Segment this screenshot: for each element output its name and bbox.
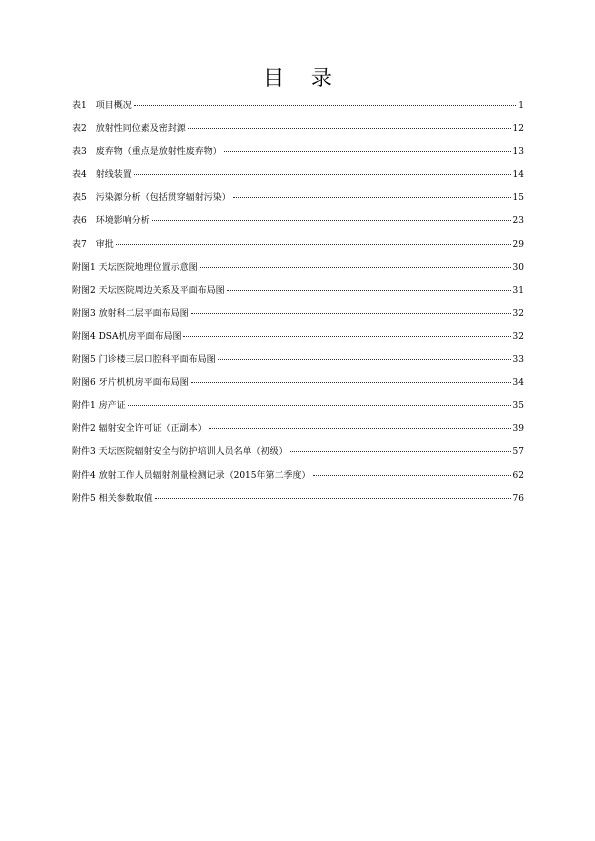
toc-entry-label: 附件4 放射工作人员辐射剂量检测记录（2015年第二季度） <box>72 470 311 481</box>
toc-entry[interactable] <box>72 146 524 169</box>
toc-entry[interactable] <box>72 192 524 215</box>
toc-entry[interactable] <box>72 354 524 377</box>
toc-entry-label: 附图4 DSA机房平面布局图 <box>72 331 182 342</box>
toc-entry-page: 39 <box>512 424 524 435</box>
toc-entry[interactable] <box>72 169 524 192</box>
dot-leader <box>290 451 511 452</box>
toc-entry[interactable] <box>72 331 524 354</box>
toc-entry-page: 12 <box>512 124 524 135</box>
toc-entry-label: 附图6 牙片机机房平面布局图 <box>72 378 189 389</box>
toc-entry[interactable] <box>72 285 524 308</box>
toc-entry-label: 表3 废弃物（重点是放射性废弃物） <box>72 147 222 158</box>
dot-leader <box>233 197 511 198</box>
toc-entry-label: 表4 射线装置 <box>72 170 132 181</box>
toc-entry-label: 表5 污染源分析（包括贯穿辐射污染） <box>72 193 231 204</box>
toc-entry-label: 表6 环境影响分析 <box>72 216 150 227</box>
toc-entry[interactable] <box>72 123 524 146</box>
toc-entry[interactable] <box>72 423 524 446</box>
toc-entry-page: 32 <box>512 308 524 319</box>
toc-entry-page: 33 <box>512 355 524 366</box>
toc-entry[interactable] <box>72 239 524 262</box>
toc-title: 目 录 <box>263 66 342 90</box>
toc-entry-page: 29 <box>512 239 524 250</box>
toc-entry[interactable] <box>72 377 524 400</box>
toc-entry[interactable] <box>72 215 524 238</box>
toc-entry[interactable] <box>72 308 524 331</box>
toc-entry-page: 23 <box>512 216 524 227</box>
toc-entry-label: 附件1 房产证 <box>72 401 126 412</box>
dot-leader <box>227 290 511 291</box>
dot-leader <box>200 267 511 268</box>
dot-leader <box>209 428 511 429</box>
dot-leader <box>191 382 511 383</box>
toc-entry-label: 附件2 辐射安全许可证（正副本） <box>72 424 207 435</box>
toc-entry-label: 表1 项目概况 <box>72 101 132 111</box>
dot-leader <box>188 128 511 129</box>
toc-entry-page: 34 <box>512 378 524 389</box>
toc-entry[interactable] <box>72 470 524 493</box>
dot-leader <box>155 498 511 499</box>
toc-entry-page: 14 <box>512 170 524 181</box>
toc-entry-page: 1 <box>518 101 524 111</box>
toc-entry-label: 附图2 天坛医院周边关系及平面布局图 <box>72 285 225 296</box>
dot-leader <box>224 151 511 152</box>
toc-entry-label: 表7 审批 <box>72 239 114 250</box>
toc-entry-label: 附图3 放射科二层平面布局图 <box>72 308 189 319</box>
toc-entry-page: 62 <box>512 470 524 481</box>
table-of-contents <box>72 100 524 516</box>
toc-entry-page: 13 <box>512 147 524 158</box>
toc-entry-page: 15 <box>512 193 524 204</box>
dot-leader <box>191 313 511 314</box>
dot-leader <box>313 475 511 476</box>
toc-entry[interactable] <box>72 262 524 285</box>
dot-leader <box>134 105 517 106</box>
toc-entry-page: 35 <box>512 401 524 412</box>
toc-entry[interactable] <box>72 100 524 123</box>
toc-entry[interactable] <box>72 400 524 423</box>
dot-leader <box>128 405 511 406</box>
toc-entry[interactable] <box>72 493 524 516</box>
dot-leader <box>116 244 511 245</box>
toc-entry-page: 32 <box>512 331 524 342</box>
toc-entry-label: 附图5 门诊楼三层口腔科平面布局图 <box>72 355 216 366</box>
dot-leader <box>218 359 511 360</box>
toc-entry-label: 表2 放射性同位素及密封源 <box>72 124 186 135</box>
toc-entry-label: 附件3 天坛医院辐射安全与防护培训人员名单（初级） <box>72 447 288 458</box>
toc-entry-page: 31 <box>512 285 524 296</box>
toc-entry-label: 附件5 相关参数取值 <box>72 493 153 504</box>
toc-entry-page: 30 <box>512 262 524 273</box>
toc-entry-page: 57 <box>512 447 524 458</box>
toc-entry-page: 76 <box>512 493 524 504</box>
dot-leader <box>134 174 511 175</box>
toc-entry-label: 附图1 天坛医院地理位置示意图 <box>72 262 198 273</box>
dot-leader <box>152 220 511 221</box>
dot-leader <box>183 336 510 337</box>
toc-entry[interactable] <box>72 446 524 469</box>
